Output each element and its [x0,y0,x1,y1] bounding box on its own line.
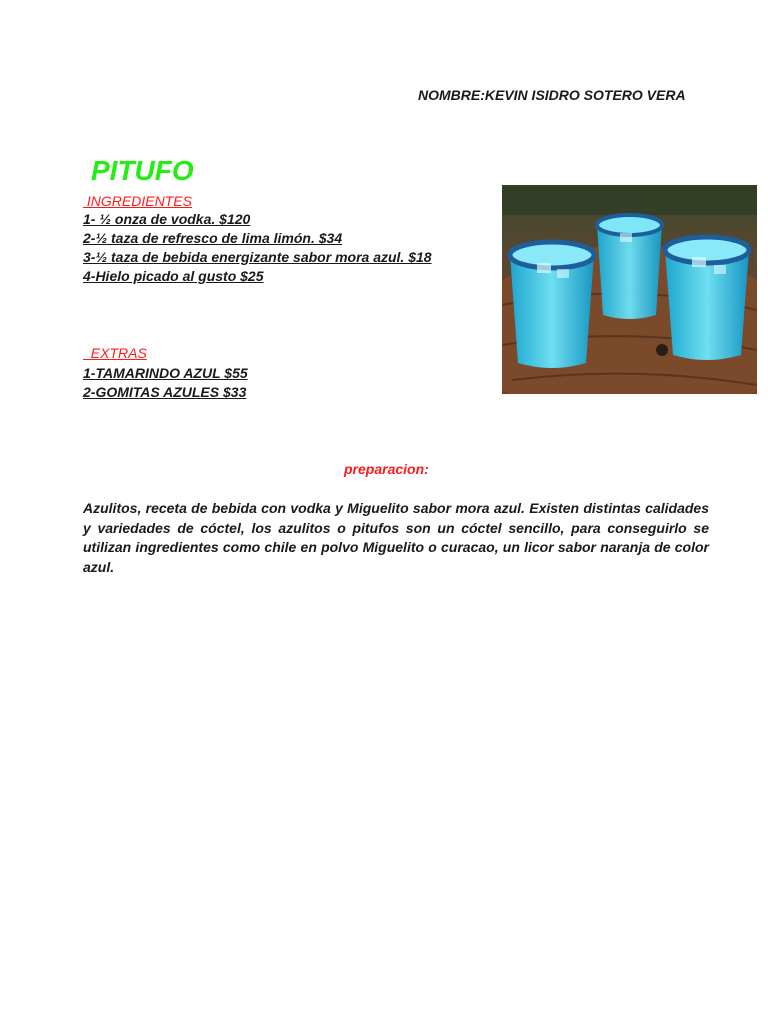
preparation-heading: preparacion: [344,461,429,477]
ingredient-item: 1- ½ onza de vodka. $120 [83,211,251,227]
extra-item: 2-GOMITAS AZULES $33 [83,384,247,400]
ingredients-heading: INGREDIENTES [83,193,192,209]
author-name: NOMBRE:KEVIN ISIDRO SOTERO VERA [418,87,686,103]
ingredient-item: 4-Hielo picado al gusto $25 [83,268,264,284]
extras-heading: EXTRAS [83,345,147,361]
extra-item: 1-TAMARINDO AZUL $55 [83,365,248,381]
recipe-title: PITUFO [91,155,194,186]
ingredient-item: 3-½ taza de bebida energizante sabor mora azul. $18 [83,249,432,265]
drinks-photo [502,185,757,394]
drinks-illustration [502,185,757,394]
preparation-text: Azulitos, receta de bebida con vodka y Miguelito sabor mora azul. Existen distintas calidades y variedades de cóctel, los azulitos o pitufos son un cóctel sencillo, para conseguirlo se utilizan ingredientes como chile en polvo Miguelito o curacao, un licor sabor naranja de color azul. [83,500,709,575]
ingredient-item: 2-½ taza de refresco de lima limón. $34 [83,230,343,246]
